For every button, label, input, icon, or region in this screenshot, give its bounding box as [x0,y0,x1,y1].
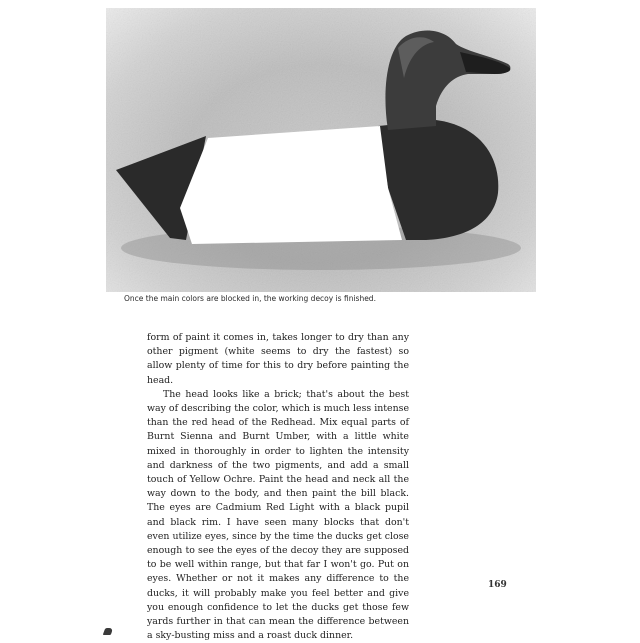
decoy-photograph [106,8,536,292]
figure-caption: Once the main colors are blocked in, the working decoy is finished. [124,294,376,303]
paragraph-continued: form of paint it comes in, takes longer to dry than any other pigment (white seems to dry the fastest) so allow plenty of time for this to dry before painting the head. [147,332,409,386]
page-number: 169 [488,580,507,590]
duck-decoy-illustration [106,8,536,292]
body-text [147,331,409,643]
print-smudge [103,628,114,635]
paragraph-head-color: The head looks like a brick; that's about the best way of describing the color, which is much less intense than the red head of the Redhead. Mix equal parts of Burnt Sienna and Burnt Umber, with a little white mixed in thoroughly in order to lighten the intensity and darkness of the two pigments, and add a small touch of Yellow Ochre. Paint the head and neck all the way down to the body, and then paint the bill black. The eyes are Cadmium Red Light with a black pupil and black rim. I have seen many blocks that don't even utilize eyes, since by the time the ducks get close enough to see the eyes of the decoy they are supposed to be well within range, but that far I won't go. Put on eyes. Whether or not it makes any difference to the ducks, it will probably make you feel better and give you enough confidence to let the ducks get those few yards further in that can mean the difference between a sky-busting miss and a roast duck dinner. [147,388,409,642]
